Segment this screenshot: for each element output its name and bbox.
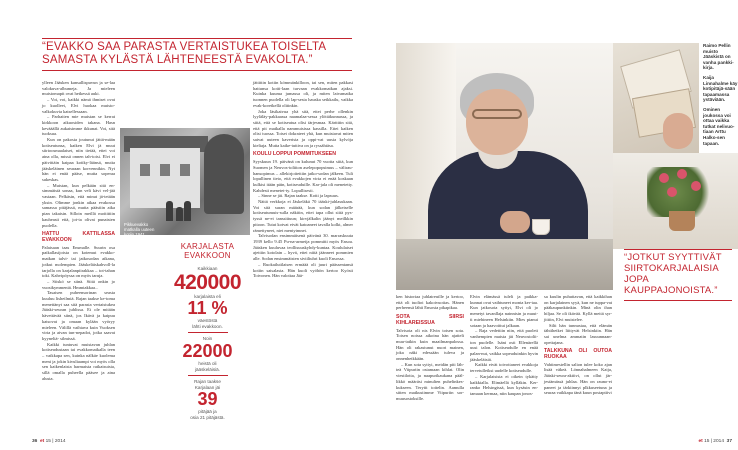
magazine-name: et [698,439,703,444]
paragraph: Talvisota oli nis Elvin toisen sota. Toisen noissa aikoina hän ajatteli muu-tatkin kuin maailmanpalossa. Hän oli rakastunut nuori mainen, joka näki edessään tuleva ja onnenhetkkään. [396,327,464,362]
stats-text: heistä oli [198,360,217,366]
quote-rule-right-bottom [624,300,732,301]
photo-captions [703,43,738,150]
old-photo-caption: Pikkuevakko matkalla uuteen kotiin 1941. [124,222,155,237]
paragraph: ylleen Jääsken kansallispuvun ja se-laa valokuva-albumeja. Ja mieleen muistomapit ovat hetkessä auki. [42,80,115,97]
subheading: TALKKUNA OLI OUTOA RUOKAA [544,348,612,361]
column-5 [544,294,612,434]
paragraph: – Karjalaisista ei oikein tykätty kaikkialla. Elimäellä kylläkin. Ker-ranko Helsingissä, kun kysäsin en-tamaan kermaa, niin kaupan jonos- [470,373,538,396]
caption: Ominen joukossa voi ottaa vaikka tutkat nelivuo-tiaan Arttu Halko-sen tapaan. [703,106,735,146]
subheading: SOTA SIIRSI KIHLAREISSUA [396,314,464,326]
paragraph: Silti hän tunnustaa, että elämän tähtihetket liittyvät Helsinkiin. Hän sai unelma ammatin lasuunnaan-opettajana. [544,322,612,345]
pull-quote-right: “JOTKUT SYYTTIVÄT SIIRTOKARJALAISIA JOPA KAUPPAJONOISTA.” [624,252,722,296]
paragraph: Syyskuun 19. päivänä on kulunut 70 vuotta siitä, kun Suomen ja Neuvos-toliiton aselepopopsimus – välirau-hansopimus – allekirjoitettiin jatko-sodan jälkeen. Tuli lopullinen tieto, että evakkojen virta ei enää koskaan kulkisi itään päin, kotiseuduille. Kar-jala oli menetetty. Kahdesti menetet-ty. Lopullisesti. [253,159,353,193]
subheading: HATTU KATTILASSA EVAKKOON [42,231,115,243]
paragraph: Kaikki eivät toivottaneet evakkoja tervetulleiksi uudelle kotiseudulle. [470,362,538,374]
paragraph: jättittin kotiin kömmänkilloon, tai sen, miten pakkasi hattunsa kotti-laan turvaan evakkomatkan ajaksi. Kuinka kuuma jumassa oli, ja miten laivamatka tuonnen puolella oli lap-sesta hauska seikkailu, vaikka evak-koretkellä olitinkin. [253,80,353,108]
stats-number: 39 [197,389,218,410]
paragraph: Kaikki tuntuvat muistavan juhlan kotiseudustaan tai evakkomatkalla teen – vaikkapa sen, kuinka nälkäe kuolema meni ja jokin kivuliaampi voi myös olla sen kaikenlaista harmaista ratkaisuista, sillä omalla puheella pääsee ja aina alusta. [42,341,115,381]
stats-text: Kaikkiaan [197,266,218,271]
paragraph: – Parhaiten mie muistan se kerrat kirkkoon aikuosiden takana. Hasn kevääällä aukaisimme ikkunat. Voi, sitä tuoksua. [42,114,115,137]
page-number: 36 [32,439,38,444]
stats-number: 22000 [182,340,233,361]
caption: Kaija Linnahalme käy kotipitäjä-sään tapaamassa ystäviään. [703,74,738,103]
stats-text: Rajan taakse [194,379,221,385]
subheading: KOULU LOPPUI POMMITUKSEEN [253,151,337,158]
column-4 [470,294,538,434]
paragraph: – Sinne se jäi. Rajan taakse. Kotti ja lapsuus. [258,193,339,199]
stats-box [165,238,250,421]
paragraph: sa kuulin puhuttavan, että kaikkihan on karjalainen syyä, kun ne tuppa-vat pääkaupunkiinkin. Minä olin ihan hiljaa. Se oli ikävää. Kyllä meitä syr-jittiin, Elvi muistelee. [544,294,612,322]
stats-text: väestöstä [197,318,218,324]
paragraph: – Ruokailutilaisen ermäää oli juuri päässentansä kotiin saisalasta. Hän kuoli vyöhön kertoo Kyösti Toivonen. Hän valottaa Jää- [253,261,353,279]
column-1 [42,80,115,435]
page-number: 37 [726,439,732,444]
paragraph: ken historiaa juhlaireuille ja kertoo, että oli tuoltoi kakoivuotias. Hänen perheensä lähti Ensosta pikapikaa. [396,294,464,311]
folio-left [32,439,66,444]
folio-right [698,439,732,444]
column-3 [396,294,464,434]
column-2 [253,80,353,435]
paragraph: Vahtimestellin salion tulee koko ajan lisää väkeä. Lönnahalmeen Kaija, Jääski-seura-aktiivi, on ollut jär-jestämässä juhlaa. Hän on rauno-ei paneet ja tärkiinnyt plkkuseetuna ja seuraa vaikkapa tänä kuun postaptiivi [544,361,612,396]
paragraph: – Voi, voi, kaikki nämä ihmiset ovat jo kuolleet, Elvi huokaa muisto-valkokuvia katsellessaan. [42,97,115,114]
issue-number: 15 | 2014 [704,439,724,444]
stats-number: 420000 [173,270,242,294]
main-portrait-photo [396,43,613,290]
paragraph: – Muistan, kun pelkään sitä en-simmäistä sonaa, kun veli kävi vel-jää vastaan. Pelkäsin, että minut jä-tetään yksin. Olimme jonkin aikaa evakossa samassa pitäjässä, mutta päästiin aika pian takaisin. Silloin meillä moitittiin kauheasti että, jot-ta olivat punaisten puolella. [42,182,115,228]
stats-text: karjalaista eli [194,293,221,299]
bankbook-photo [613,43,699,153]
stats-text: osia 21 pitäjästä. [190,414,225,420]
stats-text: lähti evakkoon. [192,323,223,329]
stats-text: pitäjää ja [198,409,217,415]
paragraph: – Siiskö se siinä. Siitä onkin jo vuosikymmeniä. Hmmtakkaa... [42,278,115,290]
right-page [369,0,738,450]
stats-text: jääskeläisiä. [194,366,221,372]
paragraph: Talvisodan ensimmäisenä päivänä 30. marraskuuta 1939 kello 9.45 Pu-na-armeija pommitti myös Ensoa. Jääsken kuuluvaa teollisuuskyhdy-kuntaa. Koululaiset ajettiin kotolain – hyvä, ettei niitä jäänneet pommien alle. Sodan ensimmäisten siviiliuhri kuoli Ensossa. [253,233,353,262]
magazine-name: et [40,439,45,444]
stats-text: Karjalaan jäi [194,384,221,390]
old-photo [120,128,250,235]
quote-rule-top [42,38,352,39]
stats-header: KARJALASTA EVAKKOON [180,242,235,260]
paragraph: Näitä verkkoja ei Jäskeläkä 70 iääski-juhlasukaan. Voi sitä suran määrää, kun sodan jälkeiselle kotiseutumuis-sulla näkitin, ettei tapa ollut siitä pys-tyssä ne-ei tanssittuun; kirvjälkalin jäänyt meilkkin pitoon. Tutut kotvat eivät katoaneet tavalla kolkt, almer rämettyneet, niet mentytmnet. [253,199,353,233]
paragraph: Joka läsikaivua yhä sitä, ettei perhe ollenkin lyyläläy-pakkaassa naamalaa-sessa ylöttäkunnassa, ja siitä, että se kotiseutua olisi tärjesmaa. Kärttttin sitä, että pit matkalla nammuisissa kassilla. Ettei kaiken olisi tuossa. Toiset dokrateet yhä, kun muistavat miten saivat uuteen kaverista ja oppi-vat uusia kylvöja kieliaja. Mutta kaike-tuttiva on ja ryssähtäsa. [253,108,353,148]
stats-text: Noin [202,336,213,342]
paragraph: – Kun sota syttyi, meidän piti läh-teä Viipuriin ostamaan kihlat. Olin viestilotta, ja naapurikaukana pääl-likkö määräsi minulten puhelinkes-kukseen. Terytit toitelin. Aamulla sitten matkustimme Viipuriin sor-muusostoksille. [396,361,464,401]
stats-number: 11 % [187,298,228,319]
quote-rule-bottom [42,70,352,71]
paragraph: Tasaisen puheensorinan seasta kuuluu lisheilmiä. Rajan taakse ke-toma menettänyt saa sitä parasta vertaistukea Jääski-seuran juhlissa. Ei ole mitään hävettävää siinä, jos Ikävä ja kaipuu katsovat ja omaan kylään vyöryy mieleen. Välillä vaihtava kuin Vuoksen virta ja aivan tun-nepadot, jotka saavat kyyneliä- silmissä. [42,290,115,341]
paragraph: Kun on pakosta joutunut jättä-mään kotiseutunsa, kaiken Elvi jä muut siirtoosmaalaiset, niin tietää, ettei voi aina olla, missä onnen tah-toisi. Elvi ei päivittäin kaipaa kotiky-läänsä, mutta jääskeläinen seuraan korvennikin. Nyt hän ei enää pääse, mutta soperaa sukeskas. [42,137,115,182]
caption: Raimo Pellin muisto Jääskistä on vanha pankki-kirja. [703,43,734,71]
flowers-photo [613,153,738,249]
issue-number: 15 | 2014 [45,439,66,444]
paragraph: – Raja vedettiin niin, että puoleti vanhempien maista jäi Neuvostolii-ton puolelle. Isäni osti Ellenärellä uusi talon. Kotiseudulle en enää palan-nut, vaikka sopeuduinkin hyvin jääskeläisiä. [470,328,538,362]
paragraph: Palaisaan taas Ensmalle. Suurin osa paikallasijoista on kotemut evakko-matkan talvi- tai jatkosodan aikana, jotkut molempien. Jääskeläiskahvoll-la tarjolla on karjalanpiirakkaa – tot-tahan toki. Kahvipöyssa on myös taruja. [42,244,115,279]
paragraph: Elvin elämässä tuleli ja paikka-kunnat ovat vaihtuneet monta ker-taa. Kun jatkosota syttyi, Elvi oli jo menetyt tavanllaja nainnisin ja muut-ti miehineen Helsinkiin. Mies pianui sotaan ja haavoittui jalkaan. [470,294,539,328]
quote-rule-right-top [624,249,732,250]
pull-quote-left: “EVAKKO SAA PARASTA VERTAISTUKEA TOISELTA SAMASTA KYLÄSTÄ LÄHTENEESTÄ EVAKOLTA.” [42,41,326,66]
